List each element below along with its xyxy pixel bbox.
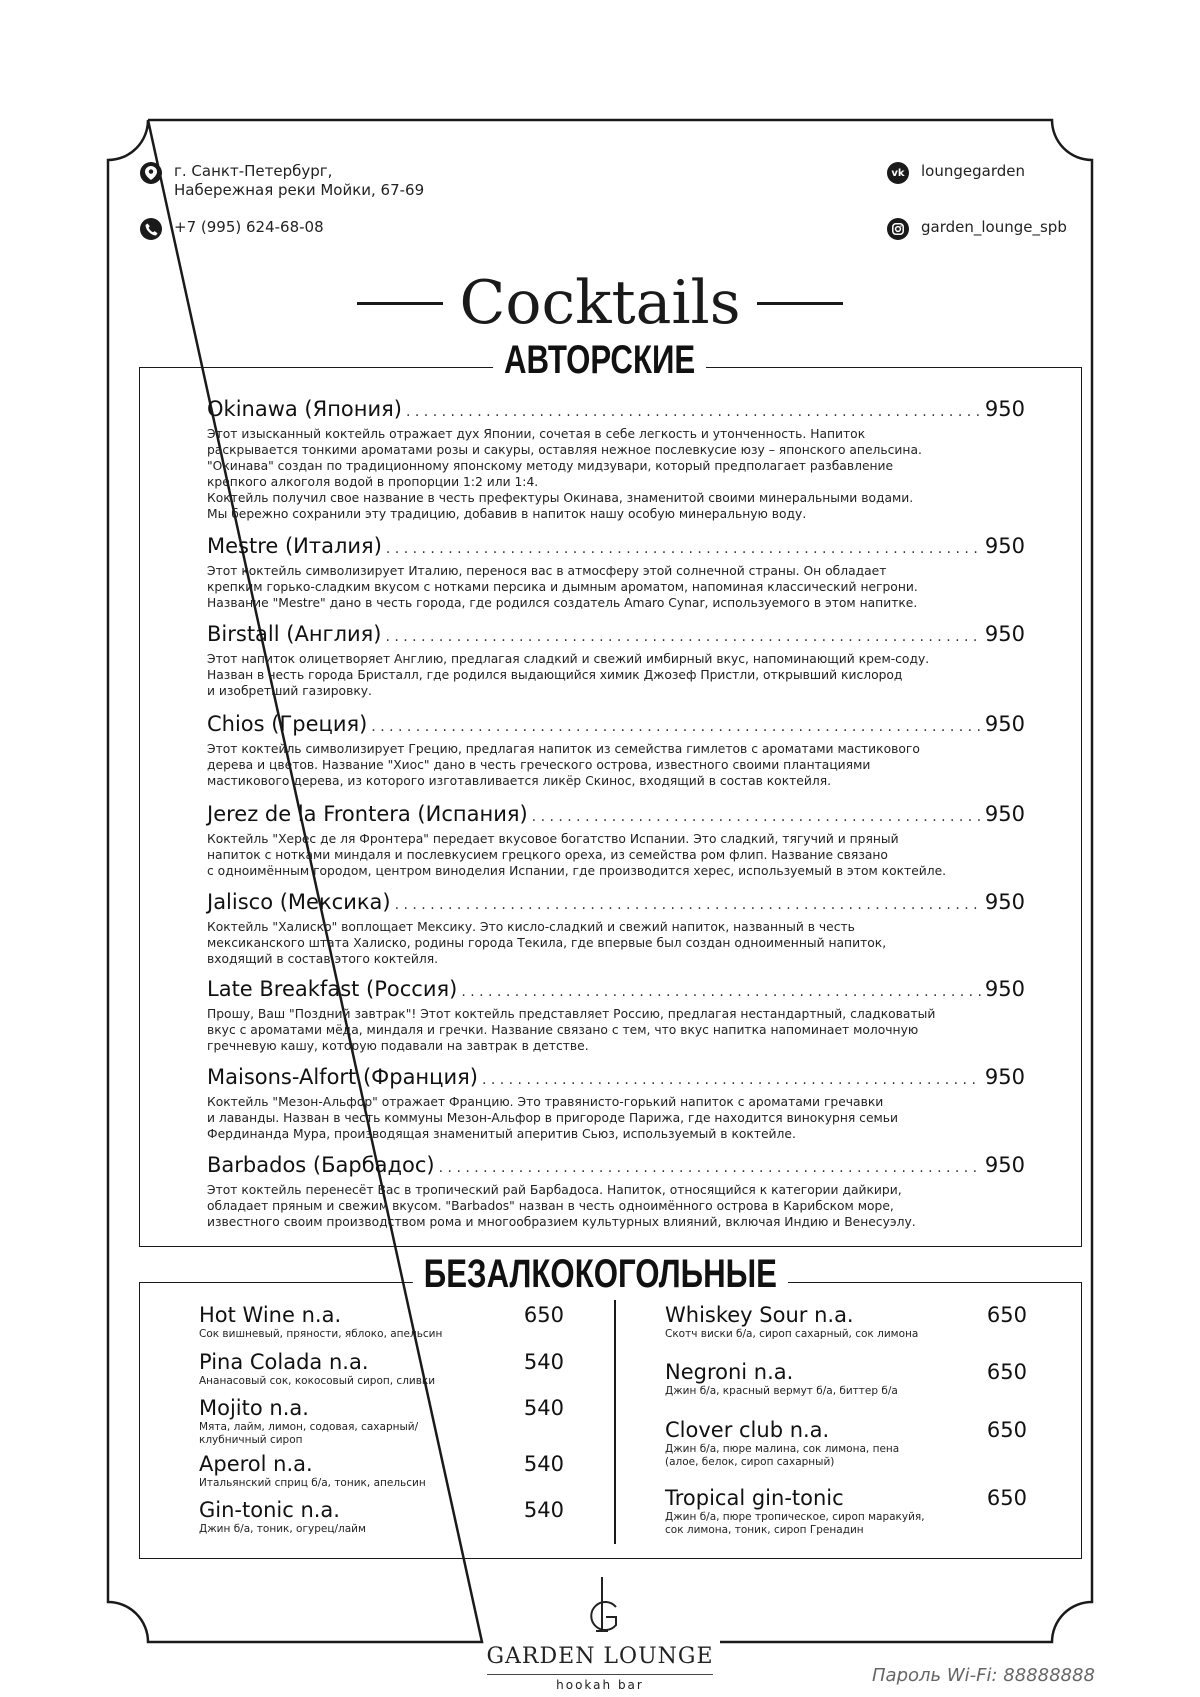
non-alcoholic-item [665, 1418, 1027, 1469]
non-alcoholic-item [665, 1486, 1027, 1537]
cocktail-name: Jalisco (Мексика) [207, 890, 391, 914]
cocktail-description [207, 426, 997, 522]
signature-heading: АВТОРСКИЕ [0, 338, 1200, 383]
description-line: Фердинанда Мура, производящая знаменитый аперитив Сьюз, используемый в коктейле. [207, 1127, 796, 1141]
drink-ingredients: Джин б/а, пюре малина, сок лимона, пена [665, 1443, 900, 1455]
description-line: Мы бережно сохранили эту традицию, добавив в напиток нашу особую минеральную воду. [207, 507, 807, 521]
drink-price: 650 [986, 1418, 1027, 1442]
drink-header [665, 1418, 1027, 1443]
non-alcoholic-item [665, 1303, 1027, 1341]
leader-dots [371, 714, 981, 740]
cocktail-price: 950 [984, 712, 1025, 736]
cocktail-item [207, 621, 1025, 699]
description-line: Название "Mestre" дано в честь города, где родился создатель Amaro Cynar, используемого в этом напитке. [207, 596, 918, 610]
cocktail-item [207, 1064, 1025, 1142]
cocktail-header [207, 533, 1025, 562]
drink-ingredients: (алое, белок, сироп сахарный) [665, 1456, 835, 1468]
cocktail-header [207, 889, 1025, 918]
leader-dots [386, 536, 981, 562]
wifi-password: Пароль Wi-Fi: 88888888 [872, 1665, 1095, 1686]
description-line: Коктейль "Халиско" воплощает Мексику. Это кисло-сладкий и свежий напиток, названный в честь [207, 920, 855, 934]
drink-price: 540 [523, 1452, 564, 1476]
cocktail-description [207, 1182, 997, 1230]
cocktail-item [207, 889, 1025, 967]
description-line: крепким горько-сладким вкусом с нотками персика и дымным ароматом, напоминая классический негрони. [207, 580, 918, 594]
cocktail-name: Barbados (Барбадос) [207, 1153, 435, 1177]
drink-header [199, 1303, 564, 1328]
phone [140, 218, 324, 240]
page-title: Cocktails [459, 268, 741, 338]
description-line: крепкого алкоголя водой в пропорции 1:2 или 1:4. [207, 475, 539, 489]
description-line: Коктейль "Херес де ля Фронтера" передает вкусовое богатство Испании. Это сладкий, тягучий и пряный [207, 832, 899, 846]
phone-number[interactable]: +7 (995) 624-68-08 [174, 218, 324, 236]
description-line: напиток с нотками миндаля и послевкусием грецкого ореха, из семейства ром флип. Название связано [207, 848, 888, 862]
leader-dots [385, 624, 980, 650]
drink-ingredients: Мята, лайм, лимон, содовая, сахарный/ [199, 1421, 419, 1433]
cocktail-header [207, 976, 1025, 1005]
description-line: Назван в честь города Бристалл, где родился выдающийся химик Джозеф Пристли, открывший кислород [207, 668, 903, 682]
phone-icon [140, 218, 162, 240]
drink-ingredients: Джин б/а, красный вермут б/а, биттер б/а [665, 1385, 898, 1397]
cocktail-header [207, 396, 1025, 425]
description-line: дерева и цветов. Название "Хиос" дано в честь греческого острова, известного своими плантациями [207, 758, 871, 772]
description-line: Этот напиток олицетворяет Англию, предлагая сладкий и свежий имбирный вкус, напоминающий крем-соду. [207, 652, 930, 666]
non-alcoholic-heading: БЕЗАЛКОКОГОЛЬНЫЕ [0, 1252, 1200, 1297]
drink-header [199, 1350, 564, 1375]
leader-dots [395, 892, 981, 918]
non-alcoholic-item [199, 1303, 564, 1341]
drink-header [199, 1452, 564, 1477]
column-divider [614, 1300, 616, 1544]
drink-ingredients: Ананасовый сок, кокосовый сироп, сливки [199, 1375, 436, 1387]
leader-dots [406, 399, 981, 425]
address-line2: Набережная реки Мойки, 67-69 [174, 181, 425, 199]
drink-name: Pina Colada n.a. [199, 1350, 369, 1374]
drink-name: Hot Wine n.a. [199, 1303, 342, 1327]
cocktail-description [207, 741, 997, 789]
cocktail-item [207, 711, 1025, 789]
leader-dots [482, 1067, 981, 1093]
cocktail-header [207, 1064, 1025, 1093]
drink-header [665, 1486, 1027, 1511]
cocktail-item [207, 976, 1025, 1054]
cocktail-description [207, 563, 997, 611]
drink-name: Clover club n.a. [665, 1418, 830, 1442]
instagram-handle[interactable]: garden_lounge_spb [921, 218, 1067, 236]
description-line: гречневую кашу, которую подавали на завтрак в детстве. [207, 1039, 589, 1053]
title-rule-right [757, 302, 843, 305]
cocktail-description [207, 919, 997, 967]
drink-name: Gin-tonic n.a. [199, 1498, 340, 1522]
non-alcoholic-item [199, 1350, 564, 1388]
cocktail-price: 950 [984, 977, 1025, 1001]
description-line: обладает пряным и свежим вкусом. "Barbados" назван в честь одноимённого острова в Карибском море, [207, 1199, 894, 1213]
drink-price: 540 [523, 1350, 564, 1374]
vk-contact [887, 162, 1025, 184]
cocktail-description [207, 831, 997, 879]
cocktail-price: 950 [984, 1065, 1025, 1089]
garden-lounge-logo-icon [582, 1575, 622, 1647]
logo-name: GARDEN LOUNGE [486, 1644, 714, 1669]
title-block [0, 268, 1200, 338]
description-line: и лаванды. Назван в честь коммуны Мезон-Альфор в пригороде Парижа, где находится винокурня семьи [207, 1111, 899, 1125]
description-line: Этот коктейль символизирует Грецию, предлагая напиток из семейства гимлетов с ароматами мастикового [207, 742, 920, 756]
drink-name: Mojito n.a. [199, 1396, 309, 1420]
cocktail-header [207, 621, 1025, 650]
drink-header [199, 1498, 564, 1523]
cocktail-name: Mestre (Италия) [207, 534, 382, 558]
title-rule-left [357, 302, 443, 305]
cocktail-description [207, 1094, 997, 1142]
description-line: с одноимённым городом, центром виноделия Испании, где производится херес, используемый в этом коктейле. [207, 864, 947, 878]
drink-price: 650 [986, 1303, 1027, 1327]
drink-header [665, 1303, 1027, 1328]
description-line: входящий в состав этого коктейля. [207, 952, 439, 966]
cocktail-item [207, 1152, 1025, 1230]
cocktail-price: 950 [984, 802, 1025, 826]
drink-price: 650 [986, 1486, 1027, 1510]
drink-ingredients: клубничный сироп [199, 1434, 303, 1446]
non-alcoholic-item [199, 1396, 564, 1447]
non-alcoholic-item [199, 1452, 564, 1490]
leader-dots [532, 804, 981, 830]
instagram-icon [887, 218, 909, 240]
cocktail-price: 950 [984, 890, 1025, 914]
drink-ingredients: Джин б/а, пюре тропическое, сироп маракуйя, [665, 1511, 925, 1523]
drink-price: 540 [523, 1396, 564, 1420]
drink-price: 540 [523, 1498, 564, 1522]
drink-ingredients: сок лимона, тоник, сироп Гренадин [665, 1524, 864, 1536]
cocktail-name: Maisons-Alfort (Франция) [207, 1065, 478, 1089]
cocktail-name: Late Breakfast (Россия) [207, 977, 458, 1001]
drink-name: Whiskey Sour n.a. [665, 1303, 854, 1327]
drink-ingredients: Итальянский сприц б/а, тоник, апельсин [199, 1477, 426, 1489]
description-line: вкус с ароматами мёда, миндаля и гречки. Название связано с тем, что вкус напитка напоминает молочную [207, 1023, 919, 1037]
address-line1: г. Санкт-Петербург, [174, 162, 333, 180]
cocktail-description [207, 651, 997, 699]
cocktail-header [207, 1152, 1025, 1181]
description-line: мастикового дерева, из которого изготавливается ликёр Скинос, входящий в состав коктейля. [207, 774, 832, 788]
instagram-contact [887, 218, 1067, 240]
drink-name: Negroni n.a. [665, 1360, 794, 1384]
description-line: Этот изысканный коктейль отражает дух Японии, сочетая в себе легкость и утонченность. Напиток [207, 427, 866, 441]
drink-name: Tropical gin-tonic [665, 1486, 844, 1510]
cocktail-item [207, 801, 1025, 879]
vk-icon: vk [887, 162, 909, 184]
cocktail-price: 950 [984, 1153, 1025, 1177]
description-line: "Окинава" создан по традиционному японскому методу мидзувари, который предполагает разбавление [207, 459, 894, 473]
cocktail-name: Jerez de la Frontera (Испания) [207, 802, 528, 826]
drink-price: 650 [523, 1303, 564, 1327]
drink-ingredients: Сок вишневый, пряности, яблоко, апельсин [199, 1328, 443, 1340]
vk-handle[interactable]: loungegarden [921, 162, 1025, 180]
leader-dots [461, 979, 981, 1005]
logo-rule [487, 1674, 713, 1675]
cocktail-name: Birstall (Англия) [207, 622, 382, 646]
description-line: мексиканского штата Халиско, родины города Текила, где впервые был создан одноименный напиток, [207, 936, 887, 950]
description-line: и изобретший газировку. [207, 684, 372, 698]
description-line: Этот коктейль символизирует Италию, перенося вас в атмосферу этой солнечной страны. Он обладает [207, 564, 887, 578]
non-alcoholic-item [665, 1360, 1027, 1398]
cocktail-price: 950 [984, 534, 1025, 558]
description-line: Прошу, Ваш "Поздний завтрак"! Этот коктейль представляет Россию, предлагая нестандартный, сладковатый [207, 1007, 936, 1021]
location-pin-icon [140, 162, 162, 184]
description-line: раскрывается тонкими ароматами розы и сакуры, оставляя нежное послевкусие юзу – японского апельсина. [207, 443, 922, 457]
drink-header [199, 1396, 564, 1421]
description-line: известного своим производством рома и многообразием культурных влияний, включая Индию и Венесуэлу. [207, 1215, 916, 1229]
address [140, 162, 424, 200]
drink-price: 650 [986, 1360, 1027, 1384]
cocktail-header [207, 711, 1025, 740]
description-line: Этот коктейль перенесёт Вас в тропический рай Барбадоса. Напиток, относящийся к категории дайкири, [207, 1183, 902, 1197]
cocktail-item [207, 533, 1025, 611]
cocktail-name: Okinawa (Япония) [207, 397, 402, 421]
leader-dots [439, 1155, 981, 1181]
cocktail-header [207, 801, 1025, 830]
cocktail-price: 950 [984, 397, 1025, 421]
description-line: Коктейль получил свое название в честь префектуры Окинава, знаменитой своими минеральными водами. [207, 491, 914, 505]
drink-ingredients: Джин б/а, тоник, огурец/лайм [199, 1523, 366, 1535]
cocktail-description [207, 1006, 997, 1054]
drink-ingredients: Скотч виски б/а, сироп сахарный, сок лимона [665, 1328, 919, 1340]
drink-name: Aperol n.a. [199, 1452, 313, 1476]
description-line: Коктейль "Мезон-Альфор" отражает Францию. Это травянисто-горький напиток с ароматами гречавки [207, 1095, 884, 1109]
drink-header [665, 1360, 1027, 1385]
non-alcoholic-item [199, 1498, 564, 1536]
cocktail-name: Chios (Греция) [207, 712, 368, 736]
cocktail-price: 950 [984, 622, 1025, 646]
cocktail-item [207, 396, 1025, 522]
logo-subtitle: hookah bar [556, 1678, 644, 1692]
